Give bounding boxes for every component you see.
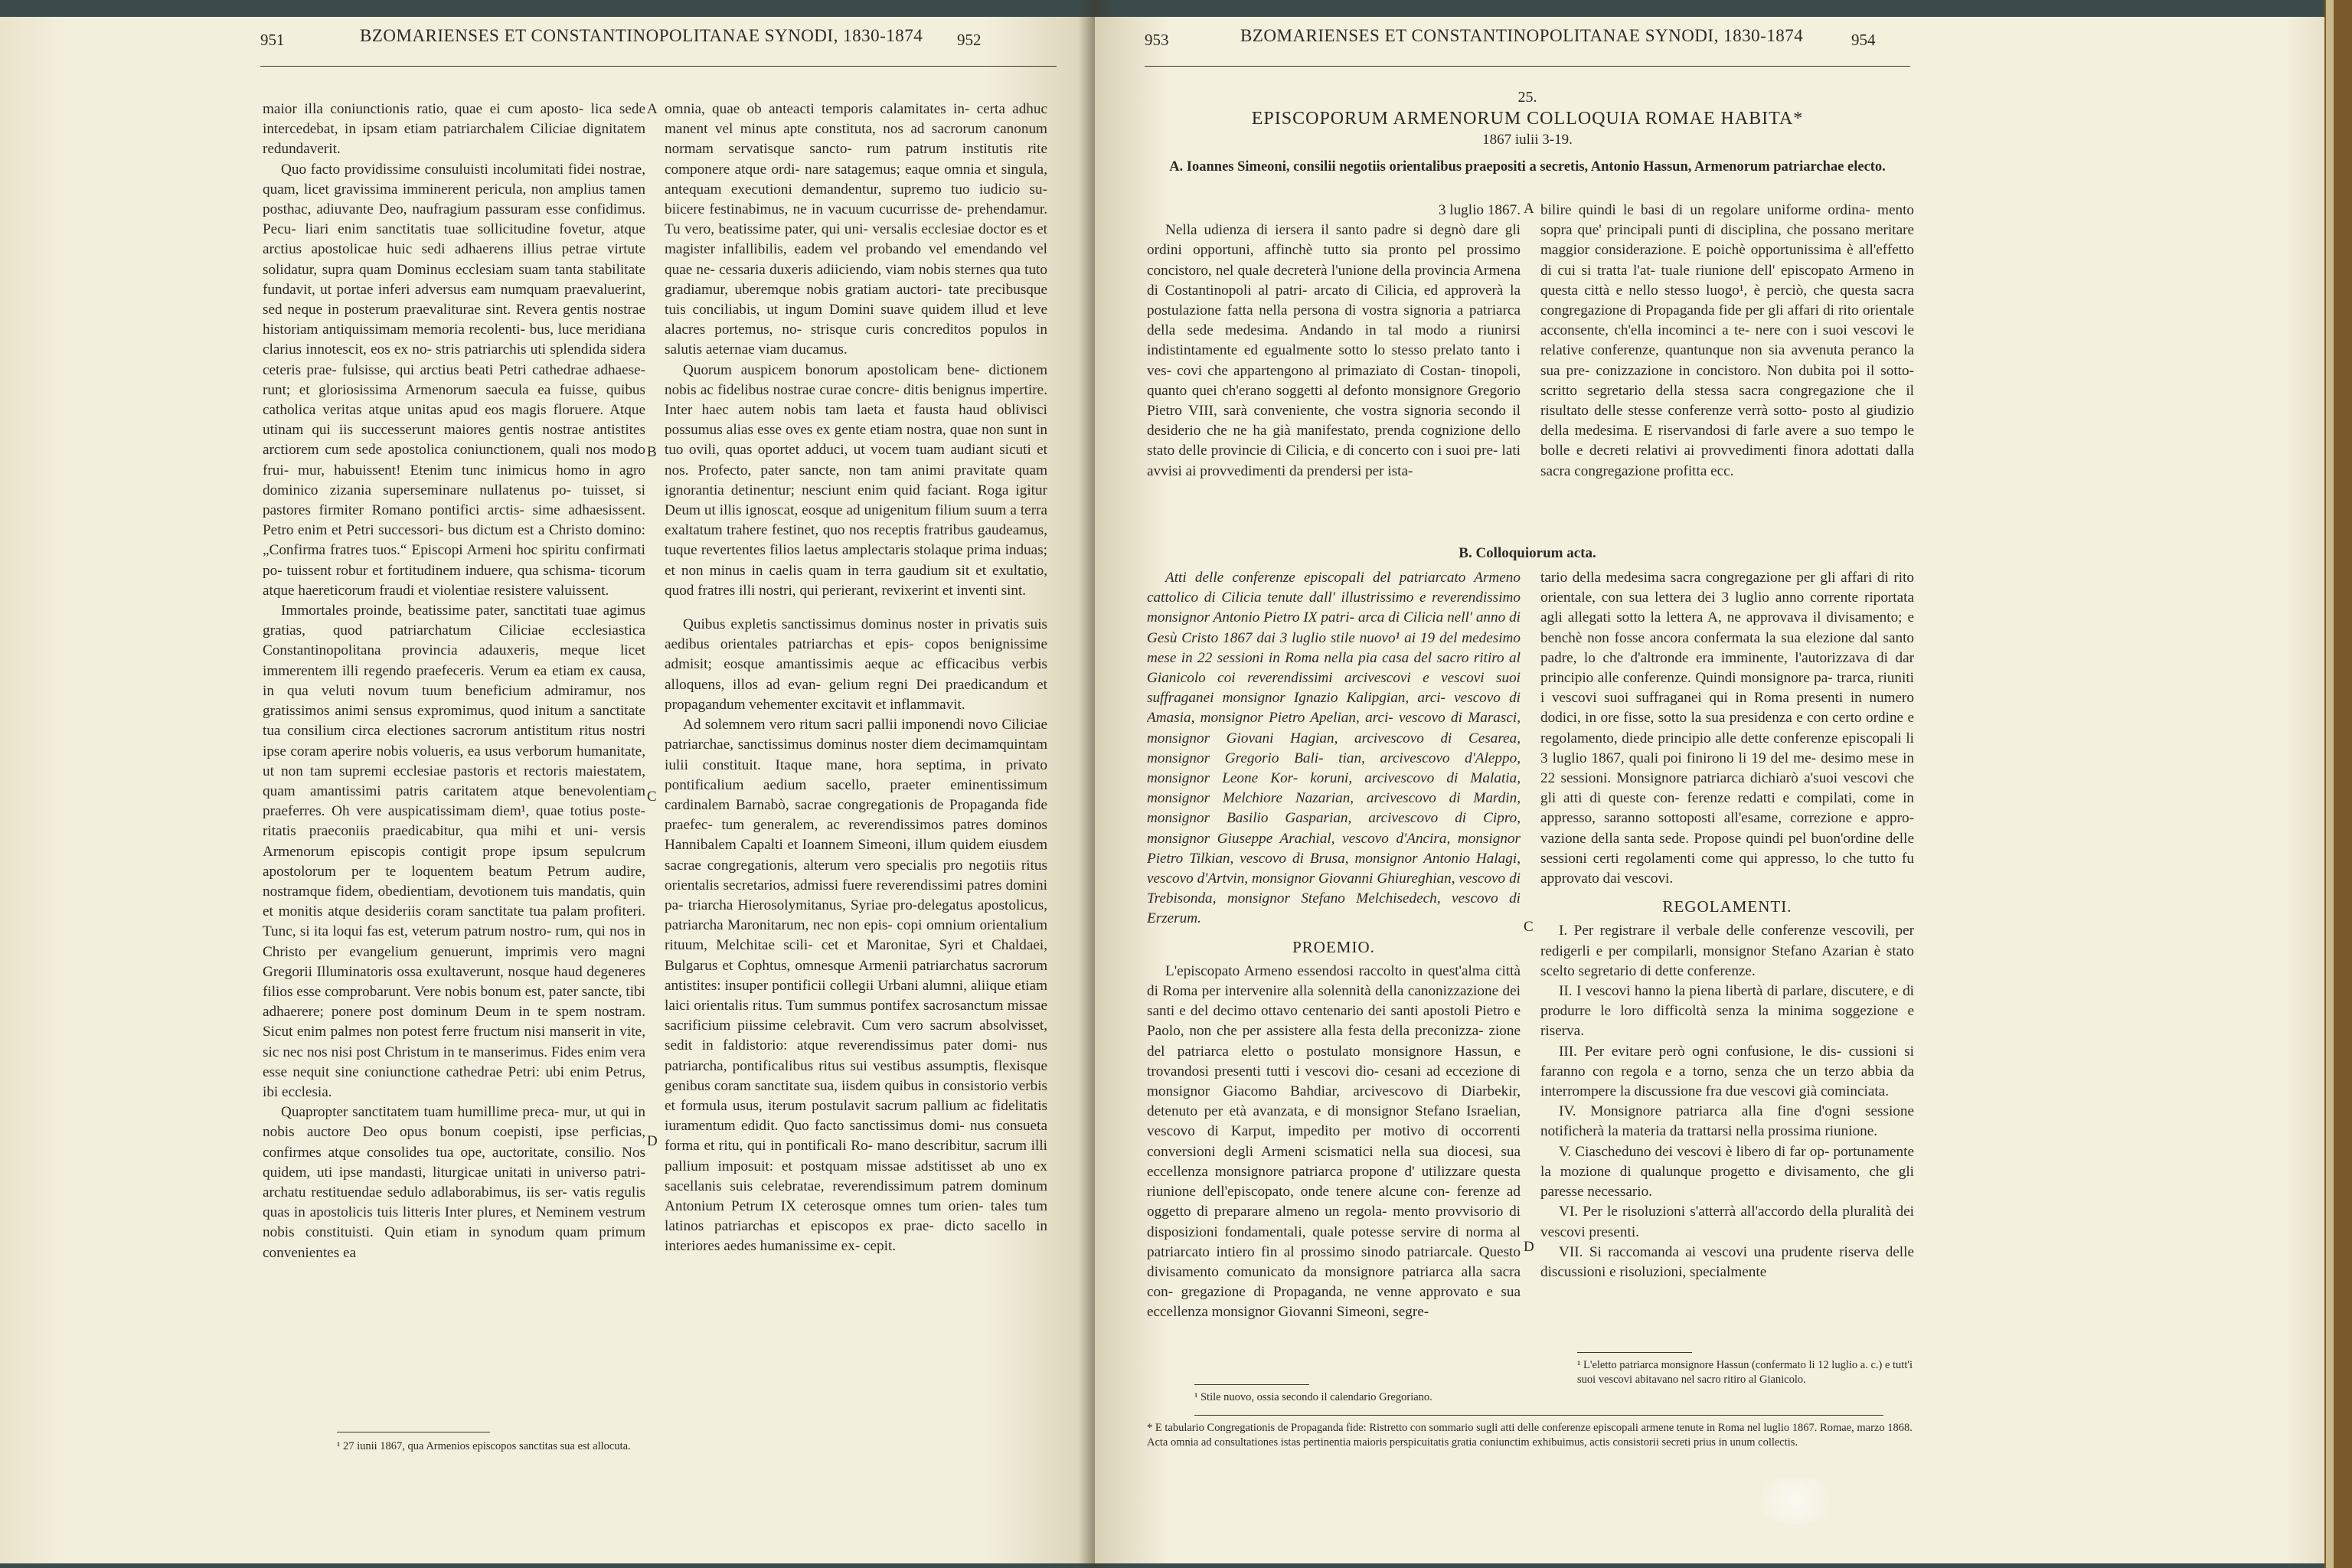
letter-date: 3 luglio 1867.: [1438, 202, 1521, 218]
running-head: BZOMARIENSES ET CONSTANTINOPOLITANAE SYNODI, 1830-1874: [360, 26, 923, 45]
letter-column-2: [1540, 201, 1914, 537]
margin-marker: C: [1524, 919, 1534, 935]
page-number: 951: [260, 31, 285, 49]
paragraph: Ad solemnem vero ritum sacri pallii imponendi novo Ciliciae patriarchae, sanctissimus dominus noster diem decimamquintam iulii constituit. Itaque mane, hora septima, in privato pontificalium aedium sacello, praeter eminentissimum cardinalem Barnabò, sacrae congregationis de Propaganda fide praefec- tum generalem, ac reverendissimos patres dominos Hannibalem Capalti et Ioannem Simeoni, illum quidem eiusdem sacrae congregationis, alterum vero specialis pro negotiis ritus orientalis secretarios, admissi fuere reverendissimi patres domini pa- triarcha Hierosolymitanus, Syriae pro-delegatus apostolicus, patriarcha Maronitarum, nec non epis- copi omnium orientalium rituum, Melchitae scili- cet et Maronitae, Syri et Chaldaei, Bulgarus et Cophtus, omnesque Armenii patriarchatus sacrorum antistites: insuper pontificii collegii Urbani alumni, aliique etiam laici orientalis ritus. Tum summus pontifex sacrosanctum missae sacrificium piissime celebravit. Cum vero sacrum absolvisset, sedit in faldistorio: atque reverendissimus pater domi- nus patriarcha, pontificalibus ritus sui vestibus assumptis, flexisque genibus coram sanctitate sua, iisdem quibus in consistorio verbis et formula usus, iterum postulavit sacrum pallium ac fidelitatis iuramentum edidit. Quo facto sanctissimus domi- nus consueta forma et ritu, qui in pontificali Ro- mano describitur, sacrum illi pallium imposuit: et postquam missae adstitisset ab uno ex sacellanis suis celebratae, reverendissimum patrem dominum Antonium Petrum IX ceterosque omnes tum orien- tales tum latinos patriarchas et episcopos ex prae- dicto sacello in interiores aedes humanissime ex- cepit.: [665, 717, 1047, 1255]
rule-item: V. Ciascheduno dei vescovi è libero di far op- portunamente la mozione di qualunque progetto e divisamento, che gli paresse necessario.: [1540, 1143, 1914, 1200]
source-footnote: * E tabulario Congregationis de Propaganda fide: Ristretto con sommario sugli atti delle conferenze episcopali armene tenute in Roma nel luglio 1867. Romae, marzo 1868. Acta omnia ad consultationes istas pertinentia maioris perspicuitatis gratia coniunctim exhibuimus, actis consistorii secreti prius in unum collectis.: [1147, 1422, 1913, 1449]
paragraph: Quo facto providissime consuluisti incolumitati fidei nostrae, quam, licet gravissima imminerent pericula, non amplius tamen posthac, adiuvante Deo, naufragium passuram esse confidimus. Pecu- liari enim sanctitatis tuae sollicitudine fovetur, atque arctius apostolicae huic sedi adhaerens illius petrae virtute solidatur, supra quam Dominus ecclesiam suam tanta stabilitate fundavit, ut portae inferi adversus eam numquam praevaluerint, sed neque in posterum praevaliturae sint. Revera gentis nostrae historiam antiquissimam memoria recolenti- bus, luce meridiana clarius innotescit, eos ex no- stris patriarchis uti splendida sidera ceteris prae- fulsisse, qui arctius beati Petri cathedrae adhaese- runt; et gloriosissima Armenorum saecula ea fuisse, quibus catholica veritas atque unitas apud eos magis floruere. Atque utinam qui iis successerunt maiores gentis nostrae antistites arctiorem cum sede apostolica coniunctionem, quali nos modo frui- mur, habuissent! Etenim tunc inimicus homo in agro dominico zizania superseminare nullatenus po- tuisset, si pastores firmiter Romano pontifici arctis- sime adhaesissent. Petro enim et Petri successori- bus dictum est a Christo domino: „Confirma fratres tuos.“ Episcopi Armeni hoc spiritu confirmati po- tuissent robur et fortitudinem induere, qua schisma- ticorum atque haereticorum fraudi et violentiae resistere valuissent.: [263, 161, 645, 599]
margin-marker: D: [1524, 1239, 1534, 1255]
header-rule: [1145, 66, 1910, 67]
margin-marker: B: [647, 444, 657, 460]
paragraph: Nella udienza di iersera il santo padre si degnò dare gli ordini opportuni, affinchè tutto sia pronto pel prossimo concistoro, nel quale decreterà l'unione della provincia Armena di Costantinopoli al patri- arcato di Cilicia, ed approverà la postulazione fatta nella persona di vostra signoria a patriarca della sede medesima. Andando in tal modo a riunirsi indistintamente ed egualmente sotto lo stesso prelato tanto i ves- covi che appartengono al primaziato di Costan- tinopoli, quanto quei ch'erano soggetti al defonto monsignore Gregorio Pietro VIII, sarà conveniente, che vostra signoria secondo il desiderio che ne ha già manifestato, prenda cognizione dello stato delle provincie di Cilicia, e di concerto con i suoi pre- lati avvisi ai provvedimenti da prendersi per ista-: [1147, 222, 1521, 479]
paragraph: tario della medesima sacra congregazione per gli affari di rito orientale, con sua lettera dei 3 luglio anno corrente riportata agli allegati sotto la lettera A, ne approvava il divisamento; e benchè non fosse ancora confermata la sua elezione dal santo padre, lo che d'altronde era imminente, l'autorizzava di dar principio alle conferenze. Quindi monsignore pa- trarca, riuniti i vescovi suoi suffraganei qui in Roma presenti in numero dodici, in ore fisse, sotto la sua presidenza e con certo ordine e regolamento, diede principio alle dette conferenze episcopali li 3 luglio 1867, quali poi finirono li 19 del me- desimo mese in 22 sessioni. Monsignore patriarca dichiarò a'suoi vescovi che gli atti di queste con- ferenze redatti e compilati, come in appresso, saranno sottoposti all'esame, correzione e appro- vazione della santa sede. Propose quindi pel buon'ordine delle sessioni certi regolamenti come qui appresso, lo che tutto fu approvato dai vescovi.: [1540, 570, 1914, 887]
letter-column-1: [1147, 201, 1521, 537]
paragraph: Immortales proinde, beatissime pater, sanctitati tuae agimus gratias, quod patriarchatum Ciliciae ecclesiastica Constantinopolitana provincia adauxeris, meque licet immerentem illi regendo praefeceris. Verum ea etiam ex causa, in qua veluti novum tuum beneficium admiramur, nos gratissimos animi sensus expromimus, quod initum a sanctitate tua consilium circa electiones sacrorum antistitum ritus nostri ipse coram aperire nobis volueris, ea usus verborum humanitate, ut non tam supremi ecclesiae pastoris et rectoris maiestatem, quam amantissimi patris caritatem atque benevolentiam praeferres. Oh vere auspicatissimam diem¹, quae totius poste- ritatis praeconiis praedicabitur, qua mihi et uni- versis Armenorum episcopis contigit prope ipsum sepulcrum apostolorum per te loquentem beatum Petrum audire, nostramque fidem, obedientiam, devotionem tuis mandatis, quin et monitis atque desideriis coram sanctitate tua palam profiteri. Tunc, si ita loqui fas est, veterum patrum nostro- rum, qui nos in Christo per evangelium genuerunt, imprimis vero magni Gregorii Illuminatoris ossa exultaverunt, nosque haud degeneres filios esse comprobarunt. Vere nobis bonum est, pater sancte, tibi adhaerere; ponere post dominum Deum in te spem nostram. Sicut enim palmes non potest ferre fructum nisi manserit in vite, sic nec nos nisi post Christum in te manserimus. Fides enim vera esse nequit sine coniunctione cathedrae Petri: ubi enim Petrus, ibi ecclesia.: [263, 603, 645, 1100]
acta-column-2: [1540, 568, 1914, 1349]
footnote: ¹ L'eletto patriarca monsignore Hassun (confermato li 12 luglio a. c.) e tutt'i suoi vescovi abitavano nel sacro ritiro al Gianicolo.: [1577, 1359, 1913, 1386]
footnote: ¹ Stile nuovo, ossia secondo il calendario Gregoriano.: [1194, 1391, 1432, 1403]
paper-blemish: [1761, 1478, 1830, 1524]
section-b-heading: B. Colloquiorum acta.: [1459, 545, 1596, 561]
rule-item: IV. Monsignore patriarca alla fine d'ogni sessione notificherà la materia da trattarsi nella prossima riunione.: [1540, 1103, 1914, 1140]
paragraph: maior illa coniunctionis ratio, quae ei cum aposto- lica sede intercedebat, in ipsam etiam patriarchalem Ciliciae dignitatem redundaverit.: [263, 101, 645, 158]
header-rule: [260, 66, 1057, 67]
footnote-rule: [1577, 1352, 1692, 1353]
page-number: 952: [957, 31, 982, 49]
margin-marker: C: [647, 789, 657, 805]
rule-item: VII. Si raccomanda ai vescovi una prudente riserva delle discussioni e risoluzioni, specialmente: [1540, 1243, 1914, 1280]
document-date: 1867 iulii 3-19.: [1482, 132, 1573, 148]
margin-marker: A: [1524, 201, 1534, 217]
page-number: 953: [1145, 31, 1169, 49]
proemio-heading: PROEMIO.: [1292, 937, 1375, 956]
rule-item: VI. Per le risoluzioni s'atterrà all'accordo della pluralità dei vescovi presenti.: [1540, 1204, 1914, 1240]
paragraph: bilire quindi le basi di un regolare uniforme ordina- mento sopra que' principali punti di disciplina, che possano meritare maggior considerazione. E poichè opportunissima è all'effetto di cui si tratta l'at- tuale riunione dell' episcopato Armeno in questa città e nello stesso luogo¹, è perciò, che questa sacra congregazione di Propaganda fide per gli affari di rito orientale acconsente, ch'ella incominci a te- nere con i suoi vescovi le relative conferenze, quantunque non sia avvenuta peranco la sua pre- conizzazione in concistoro. Non dubita poi il sotto- scritto segretario della stessa sacra congregazione che il risultato delle stesse conferenze verrà sotto- posto al giudizio della medesima. E riservandosi di farle avere a suo tempo le bolle e decreti relativi ai provvedimenti finora adottati dalla sacra congregazione profitta ecc.: [1540, 202, 1914, 479]
acta-title: Atti delle conferenze episcopali del patriarcato Armeno cattolico di Cilicia tenute dall' illustrissimo e reverendissimo monsignor Antonio Pietro IX patri- arca di Cilicia nell' anno di Gesù Cristo 1867 dai 3 luglio stile nuovo¹ ai 19 del medesimo mese in 22 sessioni in Roma nella pia casa del sacro ritiro al Gianicolo coi reverendissimi arcivescovi e vescovi suoi suffraganei monsignor Ignazio Kalipgian, arci- vescovo di Amasia, monsignor Pietro Apelian, arci- vescovo di Marasci, monsignor Giovani Hagian, arcivescovo di Cesarea, monsignor Gregorio Bali- tian, arcivescovo d'Aleppo, monsignor Leone Kor- koruni, arcivescovo di Malatia, monsignor Melchiore Nazarian, arcivescovo di Mardin, monsignor Basilio Gasparian, arcivescovo di Cipro, monsignor Giuseppe Arachial, vescovo d'Ancira, monsignor Pietro Tilkian, vescovo di Brusa, monsignor Antonio Halagi, vescovo d'Artvin, monsignor Giovanni Ghiureghian, vescovo di Trebisonda, monsignor Stefano Melchisedech, vescovo di Erzerum.: [1147, 570, 1521, 927]
text-column-1: [263, 100, 645, 1401]
footnote: ¹ 27 iunii 1867, qua Armenios episcopos sanctitas sua est allocuta.: [337, 1440, 631, 1452]
paragraph: L'episcopato Armeno essendosi raccolto in quest'alma città di Roma per intervenire alla solennità della canonizzazione dei santi e del decimo ottavo centenario dei santi apostoli Pietro e Paolo, non che per assistere alla festa della preconizza- zione del patriarca eletto o postulato monsignore Hassun, e trovandosi presenti tutti i vescovi dio- cesani ad eccezione di monsignor Giacomo Bahdiar, arcivescovo di Diarbekir, detenuto per età avanzata, e di monsignor Stefano Israelian, vescovo di Karput, impedito per motivo di occorrenti conversioni degli Armeni scismatici nella sua diocesi, sua eccellenza monsignore patriarca propone d' utilizzare questa riunione dell'episcopato, onde tenere alcune con- ferenze ad oggetto di preparare almeno un regola- mento provvisorio di disposizioni fondamentali, quale potesse servire di norma al patriarcato intiero fin al prossimo sinodo patriarcale. Questo divisamento comunicato da monsignore patriarca alla sacra con- gregazione di Propaganda, ne venne approvato e sua eccellenza monsignor Giovanni Simeoni, segre-: [1147, 962, 1521, 1321]
document-title: EPISCOPORUM ARMENORUM COLLOQUIA ROMAE HABITA*: [1251, 109, 1804, 129]
footnote-rule: [1194, 1415, 1883, 1416]
margin-marker: A: [647, 101, 658, 117]
margin-marker: D: [647, 1133, 658, 1149]
paragraph: Quorum auspicem bonorum apostolicam bene- dictionem nobis ac fidelibus nostrae curae concre- ditis benignus impertire. Inter haec autem nobis tam laeta et fausta haud oblivisci possumus alias esse oves ex gente etiam nostra, quae non sunt in tuo ovili, quas oportet adduci, ut vocem tuam audiant sicuti et nos. Profecto, pater sancte, non tam animi pravitate quam ignorantia detinentur; nesciunt enim quid faciant. Roga igitur Deum ut illis ignoscat, eosque ad unigenitum filium suum a terra exaltatum trahere festinet, quo nos receptis fratribus gaudeamus, tuque revertentes filios laetus amplectaris stolaque prima induas; et non minus in caelis quam in terra gaudium sit et exultatio, quod fratres illi nostri, qui perierant, revixerint et inventi sint.: [665, 361, 1047, 599]
acta-column-1: [1147, 568, 1521, 1380]
regolamenti-heading: REGOLAMENTI.: [1662, 897, 1792, 916]
paragraph: omnia, quae ob anteacti temporis calamitates in- certa adhuc manent vel minus apte constituta, nos ad sacrorum canonum normam servatisque sancto- rum patrum institutis rite componere atque ordi- nare satagemus; eaque omnia et singula, antequam executioni demandentur, supremo tuo iudicio su- biicere festinabimus, ne in vacuum cucurrisse de- prehendamur. Tu vero, beatissime pater, qui uni- versalis ecclesiae doctor es et magister infallibilis, eadem vel probando vel emendando vel quae ne- cessaria duxeris adiiciendo, viam nobis sternes qua tuto gradiamur, uberemque nobis gratiam auctori- tate precibusque tuis conciliabis, ut ingum Domini suave quidem illud et leve alacres portemus, no- strisque curis concreditos populos in salutis aeternae viam ducamus.: [665, 101, 1047, 358]
rule-item: II. I vescovi hanno la piena libertà di parlare, discutere, e di produrre le loro difficoltà senza la minima soggezione e riserva.: [1540, 983, 1914, 1040]
paragraph: Quapropter sanctitatem tuam humillime preca- mur, ut qui in nobis auctore Deo opus bonum coepisti, ipse perficias, confirmes atque consolides tua ope, auctoritate, consilio. Nos quidem, uti ipse mandasti, liturgicae unitati in universo patri- archatu restituendae sedulo adlaborabimus, iis ser- vatis regulis quas in apostolicis tuis litteris Inter plures, et Neminem vestrum nobis constituisti. Quin etiam in synodum quam primum convenientes ea: [263, 1104, 645, 1261]
paragraph: Quibus expletis sanctissimus dominus noster in privatis suis aedibus orientales patriarchas et epis- copos benignissime admisit; eosque amantissimis aeque ac efficacibus verbis alloquens, illos ad evan- gelium regni Dei praedicandum et propagandum vehementer excitavit et inflammavit.: [665, 616, 1047, 713]
footnote-rule: [1194, 1384, 1309, 1385]
running-head: BZOMARIENSES ET CONSTANTINOPOLITANAE SYNODI, 1830-1874: [1240, 26, 1804, 45]
section-a-heading: A. Ioannes Simeoni, consilii negotiis orientalibus praepositi a secretis, Antonio Hassun, Armenorum patriarchae electo.: [1169, 159, 1886, 175]
text-column-2: [665, 100, 1047, 1478]
rule-item: I. Per registrare il verbale delle conferenze vescovili, per redigerli e per compilarli, monsignor Stefano Azarian è stato scelto segretario di dette conferenze.: [1540, 923, 1914, 979]
document-number: 25.: [1517, 89, 1537, 106]
page-number: 954: [1851, 31, 1876, 49]
rule-item: III. Per evitare però ogni confusione, le dis- cussioni si faranno con regola e a torno, senza che un terzo abbia da interrompere la discussione fra due vescovi già cominciata.: [1540, 1043, 1914, 1100]
book-edge: [2324, 0, 2352, 1568]
